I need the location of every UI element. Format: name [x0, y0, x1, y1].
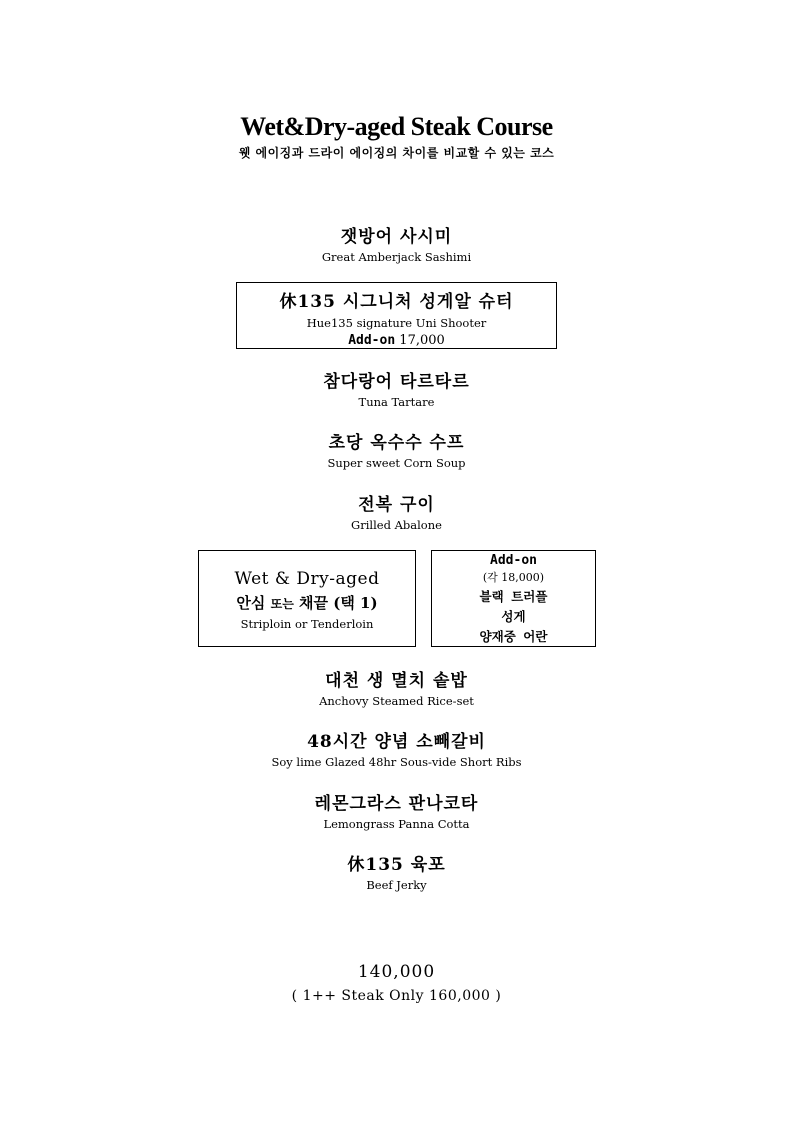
course-name-en: Tuna Tartare: [358, 395, 435, 409]
steak-choice-or: 또는: [270, 597, 294, 611]
course-name-ko: 레몬그라스 판나코타: [314, 794, 479, 814]
addon-label: Add-on: [490, 553, 537, 568]
course-name-en: Super sweet Corn Soup: [327, 456, 466, 470]
addon-label: Add-on: [348, 333, 396, 348]
course-name-en: Great Amberjack Sashimi: [321, 250, 472, 264]
course-name-ko: 초당 옥수수 수프: [328, 433, 465, 453]
course-name-ko: 잿방어 사시미: [340, 227, 453, 247]
course-name-en: Lemongrass Panna Cotta: [323, 817, 470, 831]
course-name-en: Anchovy Steamed Rice-set: [319, 694, 474, 708]
course-item: [0, 428, 793, 470]
steak-title: Wet & Dry-aged: [234, 569, 380, 589]
course-name-en: Beef Jerky: [366, 878, 427, 892]
course-name-en: Soy lime Glazed 48hr Sous-vide Short Ribs: [271, 755, 522, 769]
course-name-en: Grilled Abalone: [351, 518, 442, 532]
price-note: ( 1++ Steak Only 160,000 ): [291, 988, 502, 1004]
course-name-ko: 참다랑어 타르타르: [323, 372, 470, 392]
addon-item: 블랙 트러플: [479, 589, 548, 604]
addon-line: [237, 333, 556, 348]
course-item: [0, 789, 793, 831]
menu-subtitle: 웻 에이징과 드라이 에이징의 차이를 비교할 수 있는 코스: [238, 146, 555, 160]
course-name-ko: 48시간 양념 소빼갈비: [307, 732, 486, 752]
course-item: [0, 727, 793, 769]
course-name-ko: 休135 시그니처 성게알 슈터: [279, 292, 514, 312]
course-item: [0, 666, 793, 708]
course-name-ko: 대천 생 멸치 솥밥: [325, 671, 468, 691]
steak-choice-a: 안심: [236, 594, 266, 612]
course-price: 140,000: [357, 962, 436, 982]
course-item: [0, 367, 793, 409]
course-name-ko: 休135 육포: [347, 855, 446, 875]
menu-title: Wet&Dry-aged Steak Course: [240, 112, 553, 141]
steak-addon-box: [431, 550, 596, 647]
course-name-ko: 전복 구이: [358, 495, 435, 515]
course-item: [0, 850, 793, 892]
course-name-en: Hue135 signature Uni Shooter: [306, 316, 487, 330]
steak-box: [198, 550, 416, 647]
steak-choice: [199, 592, 415, 613]
addon-price: 17,000: [399, 333, 445, 348]
course-item: [0, 222, 793, 264]
addon-item: 양재중 어란: [479, 629, 548, 644]
steak-choice-b: 채끝 (택 1): [299, 594, 378, 612]
course-item: [0, 490, 793, 532]
steak-name-en: Striploin or Tenderloin: [240, 617, 374, 631]
addon-price: (각 18,000): [482, 571, 545, 584]
addon-item: 성게: [501, 609, 526, 624]
uni-shooter-box: [236, 282, 557, 349]
